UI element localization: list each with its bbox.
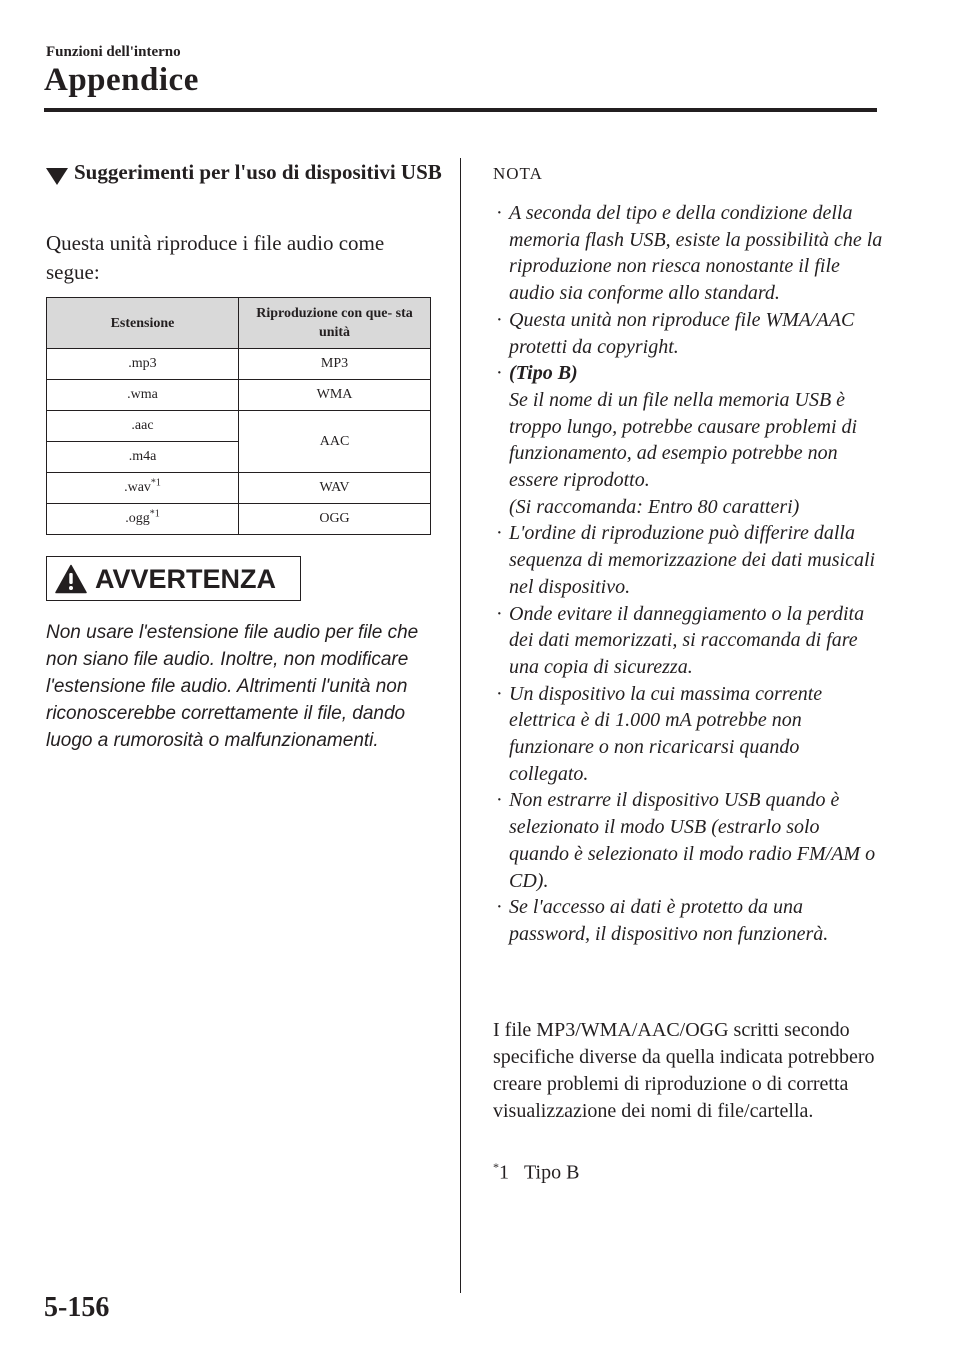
triangle-bullet-icon	[46, 168, 68, 185]
table-cell-extension: .wma	[47, 380, 239, 411]
header-section: Funzioni dell'interno	[46, 44, 181, 60]
footnote-text: Tipo B	[524, 1161, 580, 1184]
table-row	[47, 380, 431, 411]
note-item	[493, 787, 883, 894]
extension-text: .ogg	[125, 511, 150, 526]
footnote-mark: *	[493, 1160, 499, 1174]
table-header-row	[47, 298, 431, 349]
note-text: Non estrarre il dispositivo USB quando è selezionato il modo USB (estrarlo solo quando è selezionato il modo radio FM/AM o CD).	[509, 789, 876, 892]
note-text: A seconda del tipo e della condizione della memoria flash USB, esiste la possibilità che la riproduzione non riesca nonostante il file audio sia conforme allo standard.	[509, 202, 883, 305]
intro-text: Questa unità riproduce i file audio come segue:	[46, 231, 385, 284]
note-item	[493, 307, 883, 360]
table-cell-format: WMA	[239, 380, 431, 411]
warning-triangle-icon	[55, 564, 87, 594]
footnote	[493, 1154, 579, 1187]
table-row	[47, 504, 431, 535]
table-cell-format: MP3	[239, 349, 431, 380]
table-row	[47, 473, 431, 504]
page-title: Appendice	[44, 62, 199, 98]
column-divider	[460, 158, 461, 1293]
section-heading	[46, 158, 446, 187]
table-cell-extension: .mp3	[47, 349, 239, 380]
warning-text: Non usare l'estensione file audio per file che non siano file audio. Inoltre, non modificare l'estensione file audio. Altrimenti l'unità non riconoscerebbe correttamente il file, dando luogo a rumorosità o malfunzionamenti.	[46, 622, 419, 751]
note-item	[493, 601, 883, 681]
note-text: L'ordine di riproduzione può differire dalla sequenza di memorizzazione dei dati musicali nel dispositivo.	[509, 522, 876, 598]
footnote-number: 1	[499, 1161, 509, 1184]
warning-box	[46, 556, 301, 601]
extension-text: .wav	[124, 480, 151, 495]
notes-list	[493, 200, 883, 948]
note-item	[493, 200, 883, 307]
table-cell-extension: .aac	[47, 411, 239, 442]
compatibility-text: I file MP3/WMA/AAC/OGG scritti secondo specifiche diverse da quella indicata potrebbero creare problemi di riproduzione o di corretta visualizzazione dei nomi di file/cartella.	[493, 1019, 875, 1122]
note-title: · (Tipo B)	[509, 362, 578, 385]
table-cell-format: AAC	[239, 411, 431, 473]
header-divider	[44, 108, 877, 112]
table-cell-format: WAV	[239, 473, 431, 504]
table-cell-extension	[47, 504, 239, 535]
footnote-mark: *1	[150, 477, 161, 489]
note-text: Se il nome di un file nella memoria USB è troppo lungo, potrebbe causare problemi di funzionamento, ad esempio potrebbe non essere riprodotto.	[509, 388, 858, 492]
footnote-mark: *1	[149, 508, 160, 520]
note-item	[493, 520, 883, 600]
table-cell-extension	[47, 473, 239, 504]
note-text: Questa unità non riproduce file WMA/AAC protetti da copyright.	[509, 308, 855, 358]
table-cell-extension: .m4a	[47, 442, 239, 473]
table-header-cell: Estensione	[47, 298, 239, 349]
table-cell-format: OGG	[239, 504, 431, 535]
note-text: Onde evitare il danneggiamento o la perdita dei dati memorizzati, si raccomanda di fare una copia di sicurezza.	[509, 602, 865, 678]
note-text: Un dispositivo la cui massima corrente elettrica è di 1.000 mA potrebbe non funzionare o non ricaricarsi quando collegato.	[509, 682, 823, 785]
note-extra: (Si raccomanda: Entro 80 caratteri)	[509, 495, 800, 518]
note-item	[493, 360, 883, 520]
page-number: 5-156	[44, 1292, 110, 1323]
section-heading-text: Suggerimenti per l'uso di dispositivi USB	[74, 160, 442, 184]
note-item	[493, 894, 883, 947]
note-text: Se l'accesso ai dati è protetto da una password, il dispositivo non funzionerà.	[509, 896, 829, 945]
table-header-cell: Riproduzione con que- sta unità	[239, 298, 431, 349]
note-item	[493, 681, 883, 788]
warning-label: AVVERTENZA	[95, 564, 277, 594]
table-row	[47, 349, 431, 380]
audio-format-table	[46, 297, 431, 535]
note-label: NOTA	[493, 164, 543, 183]
table-row	[47, 411, 431, 442]
